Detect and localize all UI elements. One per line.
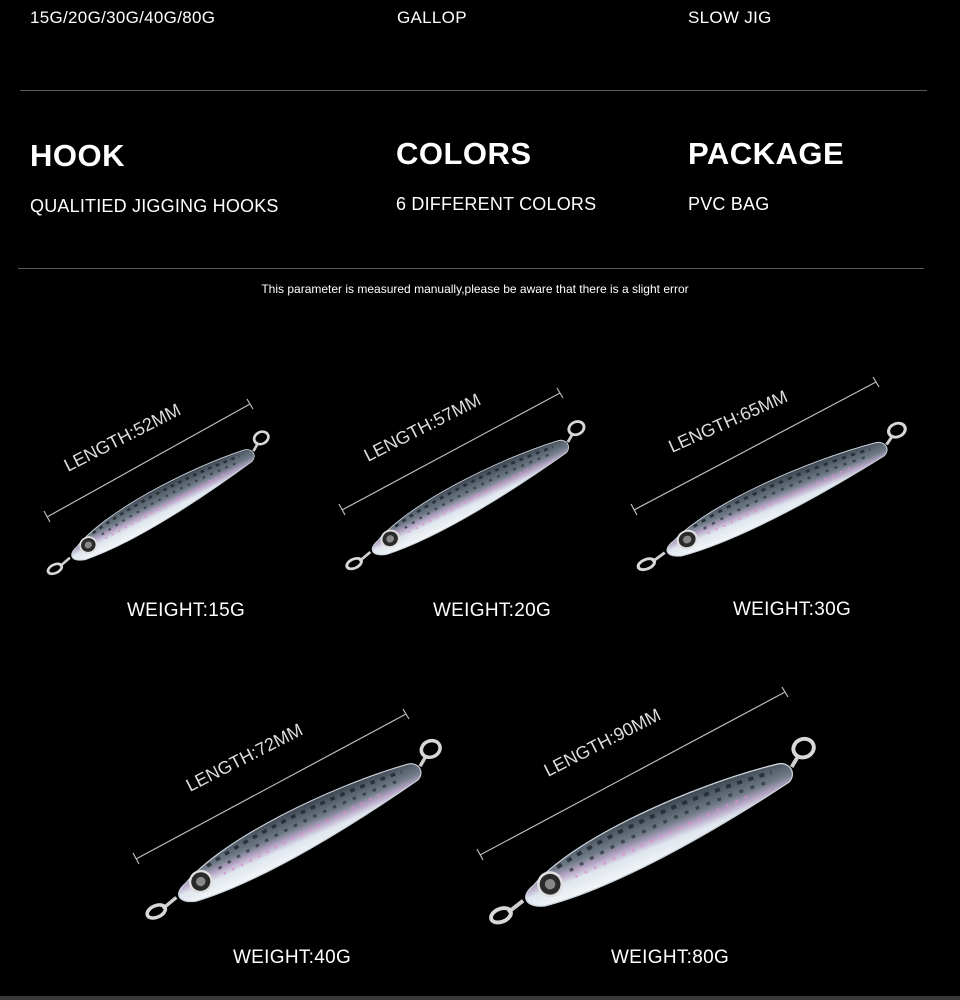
lure-weight-label: WEIGHT:40G [232, 947, 352, 968]
weights-list: 15G/20G/30G/40G/80G [30, 8, 216, 27]
bottom-border [0, 996, 960, 1000]
hook-value: QUALITIED JIGGING HOOKS [30, 196, 279, 216]
lure-weight-label: WEIGHT:15G [126, 600, 246, 621]
lure-length-label: LENGTH:72MM [182, 719, 306, 796]
package-value: PVC BAG [688, 194, 770, 214]
lure-length-label: LENGTH:52MM [60, 399, 184, 476]
lure-length-label: LENGTH:90MM [540, 704, 664, 781]
package-title: PACKAGE [688, 136, 845, 171]
hook-title: HOOK [30, 138, 125, 173]
lure-weight-label: WEIGHT:80G [610, 947, 730, 968]
lure-length-label: LENGTH:65MM [665, 386, 791, 457]
colors-value: 6 DIFFERENT COLORS [396, 194, 597, 214]
action-type: GALLOP [397, 8, 467, 27]
jig-type: SLOW JIG [688, 8, 772, 27]
lure-weight-label: WEIGHT:30G [732, 599, 852, 620]
lure-weight-label: WEIGHT:20G [432, 600, 552, 621]
measurement-note: This parameter is measured manually,please be aware that there is a slight error [261, 282, 689, 296]
lure-length-label: LENGTH:57MM [360, 389, 484, 466]
colors-title: COLORS [396, 136, 532, 171]
